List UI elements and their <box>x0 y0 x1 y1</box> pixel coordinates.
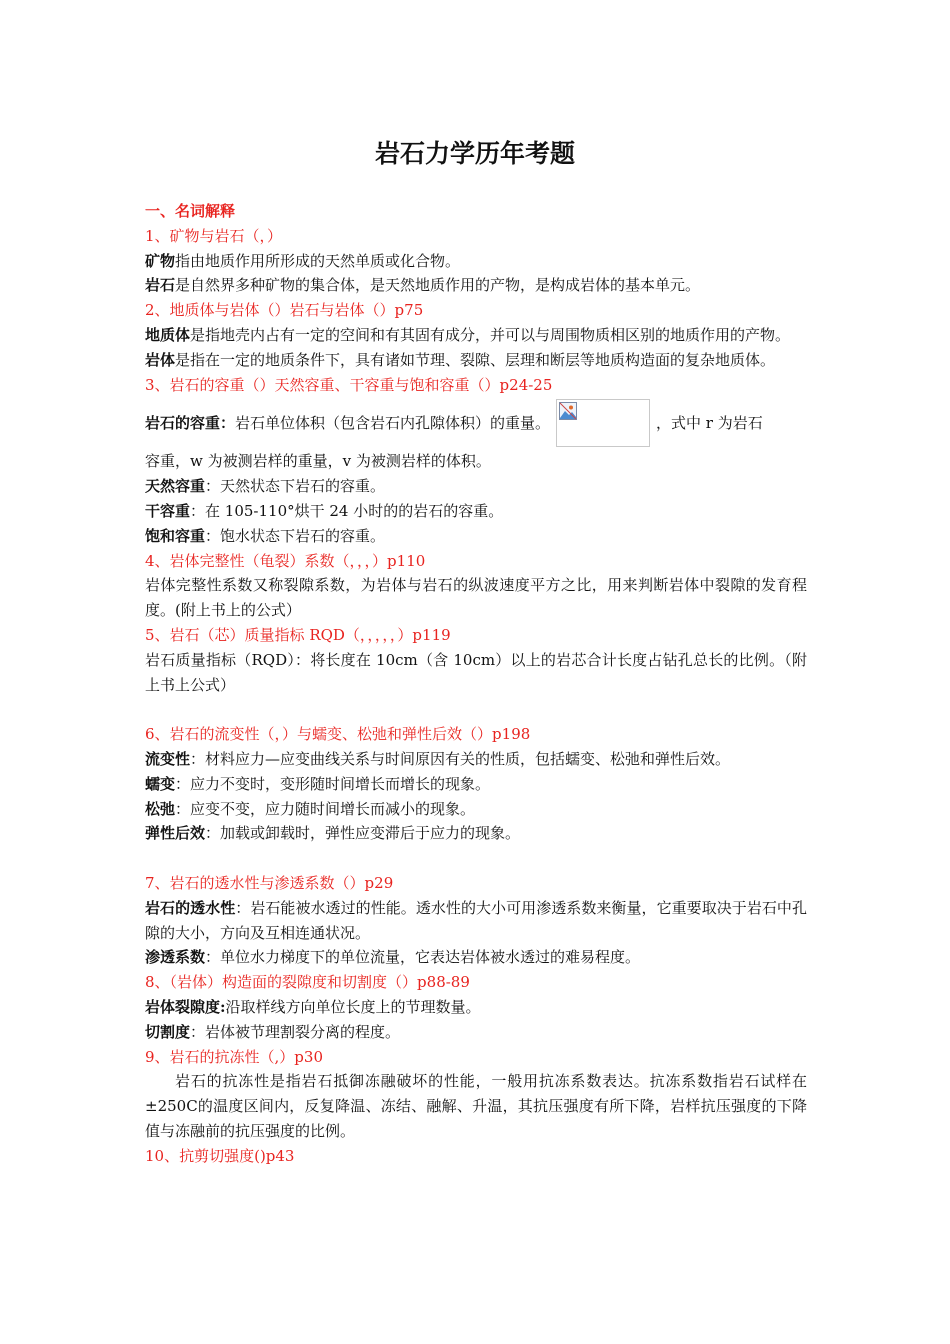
term: 松弛 <box>145 799 176 818</box>
answer-paragraph: 岩石的抗冻性是指岩石抵御冻融破坏的性能，一般用抗冻系数表达。抗冻系数指岩石试样在±250C的温度区间内，反复降温、冻结、融解、升温，其抗压强度有所下降，岩样抗压强度的下降值与冻融前的抗压强度的比例。 <box>145 1072 807 1140</box>
definition-text: 是指在一定的地质条件下，具有诸如节理、裂隙、层理和断层等地质构造面的复杂地质体。 <box>175 350 776 369</box>
term: 矿物 <box>145 251 176 270</box>
question-heading-5: 5、岩石（芯）质量指标 RQD（，，，，，）p119 <box>145 625 451 644</box>
term: 饱和容重 <box>145 526 206 545</box>
definition-elastic-aftereffect <box>145 821 807 846</box>
term: 岩石的透水性 <box>145 898 236 917</box>
question-heading-1: 1、矿物与岩石（，） <box>145 226 283 245</box>
definition-text: ：在 105-110°烘干 24 小时的的岩石的容重。 <box>190 501 504 520</box>
term: 蠕变 <box>145 774 176 793</box>
blank-line <box>145 846 807 871</box>
blank-line <box>145 697 807 722</box>
question-heading-9: 9、岩石的抗冻性（,）p30 <box>145 1047 324 1066</box>
term: 地质体 <box>145 325 191 344</box>
definition-fracture-degree <box>145 995 807 1020</box>
definition-text: ：饱水状态下岩石的容重。 <box>205 526 386 545</box>
definition-text: ：加载或卸载时，弹性应变滞后于应力的现象。 <box>205 824 521 843</box>
question-heading-2: 2、地质体与岩体（）岩石与岩体（）p75 <box>145 301 424 320</box>
definition-text: ：应变不变，应力随时间增长而减小的现象。 <box>175 799 476 818</box>
question-heading-7: 7、岩石的透水性与渗透系数（）p29 <box>145 873 394 892</box>
section-heading: 一、名词解释 <box>145 202 236 220</box>
definition-text-line: 容重，w 为被测岩样的重量，v 为被测岩样的体积。 <box>145 452 491 471</box>
question-heading-10: 10、抗剪切强度()p43 <box>145 1146 295 1165</box>
definition-geologic-body <box>145 323 807 348</box>
question-heading-8: 8、（岩体）构造面的裂隙度和切割度（）p88-89 <box>145 973 470 992</box>
definition-creep <box>145 772 807 797</box>
definition-rock <box>145 273 807 298</box>
definition-text: ：应力不变时，变形随时间增长而增长的现象。 <box>175 774 491 793</box>
definition-rheology <box>145 747 807 772</box>
definition-dry-unit-weight <box>145 499 807 524</box>
document-body <box>145 199 807 1168</box>
term: 岩体 <box>145 350 176 369</box>
definition-unit-weight <box>145 397 807 449</box>
answer-paragraph: 岩石质量指标（RQD）：将长度在 10cm（含 10cm）以上的岩芯合计长度占钻孔总长的比例。（附上书上公式） <box>145 650 807 694</box>
definition-text: ：岩石能被水透过的性能。透水性的大小可用渗透系数来衡量，它重要取决于岩石中孔隙的大小，方向及互相连通状况。 <box>145 898 807 942</box>
broken-image-icon <box>559 402 577 420</box>
term: 渗透系数 <box>145 948 206 967</box>
term: 天然容重 <box>145 477 206 496</box>
term: 干容重 <box>145 501 191 520</box>
definition-text: 指由地质作用所形成的天然单质或化合物。 <box>175 251 461 270</box>
definition-text: ：单位水力梯度下的单位流量，它表达岩体被水透过的难易程度。 <box>205 948 641 967</box>
definition-rock-mass <box>145 348 807 373</box>
definition-text: 是指地壳内占有一定的空间和有其固有成分，并可以与周围物质相区别的地质作用的产物。 <box>190 325 791 344</box>
definition-text: ：天然状态下岩石的容重。 <box>205 477 386 496</box>
definition-text: ：岩体被节理割裂分离的程度。 <box>190 1022 401 1041</box>
term: 岩体裂隙度: <box>145 997 226 1016</box>
formula-image-placeholder <box>556 399 650 447</box>
definition-text: 是自然界多种矿物的集合体，是天然地质作用的产物，是构成岩体的基本单元。 <box>175 276 701 295</box>
definition-relaxation <box>145 797 807 822</box>
term: 岩石 <box>145 276 176 295</box>
question-heading-4: 4、岩体完整性（龟裂）系数（，，，）p110 <box>145 551 426 570</box>
definition-cutting-degree <box>145 1020 807 1045</box>
definition-permeability <box>145 896 807 946</box>
definition-text-cont: ，式中 r 为岩石 <box>656 413 763 432</box>
definition-text: 沿取样线方向单位长度上的节理数量。 <box>225 997 481 1016</box>
definition-mineral <box>145 249 807 274</box>
question-heading-6: 6、岩石的流变性（，）与蠕变、松弛和弹性后效（）p198 <box>145 725 531 744</box>
term: 切割度 <box>145 1022 191 1041</box>
term: 弹性后效 <box>145 824 206 843</box>
answer-paragraph: 岩体完整性系数又称裂隙系数，为岩体与岩石的纵波速度平方之比，用来判断岩体中裂隙的发育程度。(附上书上的公式） <box>145 576 807 620</box>
page-title: 岩石力学历年考题 <box>374 139 575 168</box>
definition-saturated-unit-weight <box>145 524 807 549</box>
definition-permeability-coefficient <box>145 945 807 970</box>
definition-text: ：材料应力—应变曲线关系与时间原因有关的性质，包括蠕变、松弛和弹性后效。 <box>190 749 731 768</box>
question-heading-3: 3、岩石的容重（）天然容重、干容重与饱和容重（）p24-25 <box>145 375 553 394</box>
term: 岩石的容重： <box>145 413 236 432</box>
term: 流变性 <box>145 749 191 768</box>
definition-natural-unit-weight <box>145 474 807 499</box>
definition-text: 岩石单位体积（包含岩石内孔隙体积）的重量。 <box>235 413 551 432</box>
